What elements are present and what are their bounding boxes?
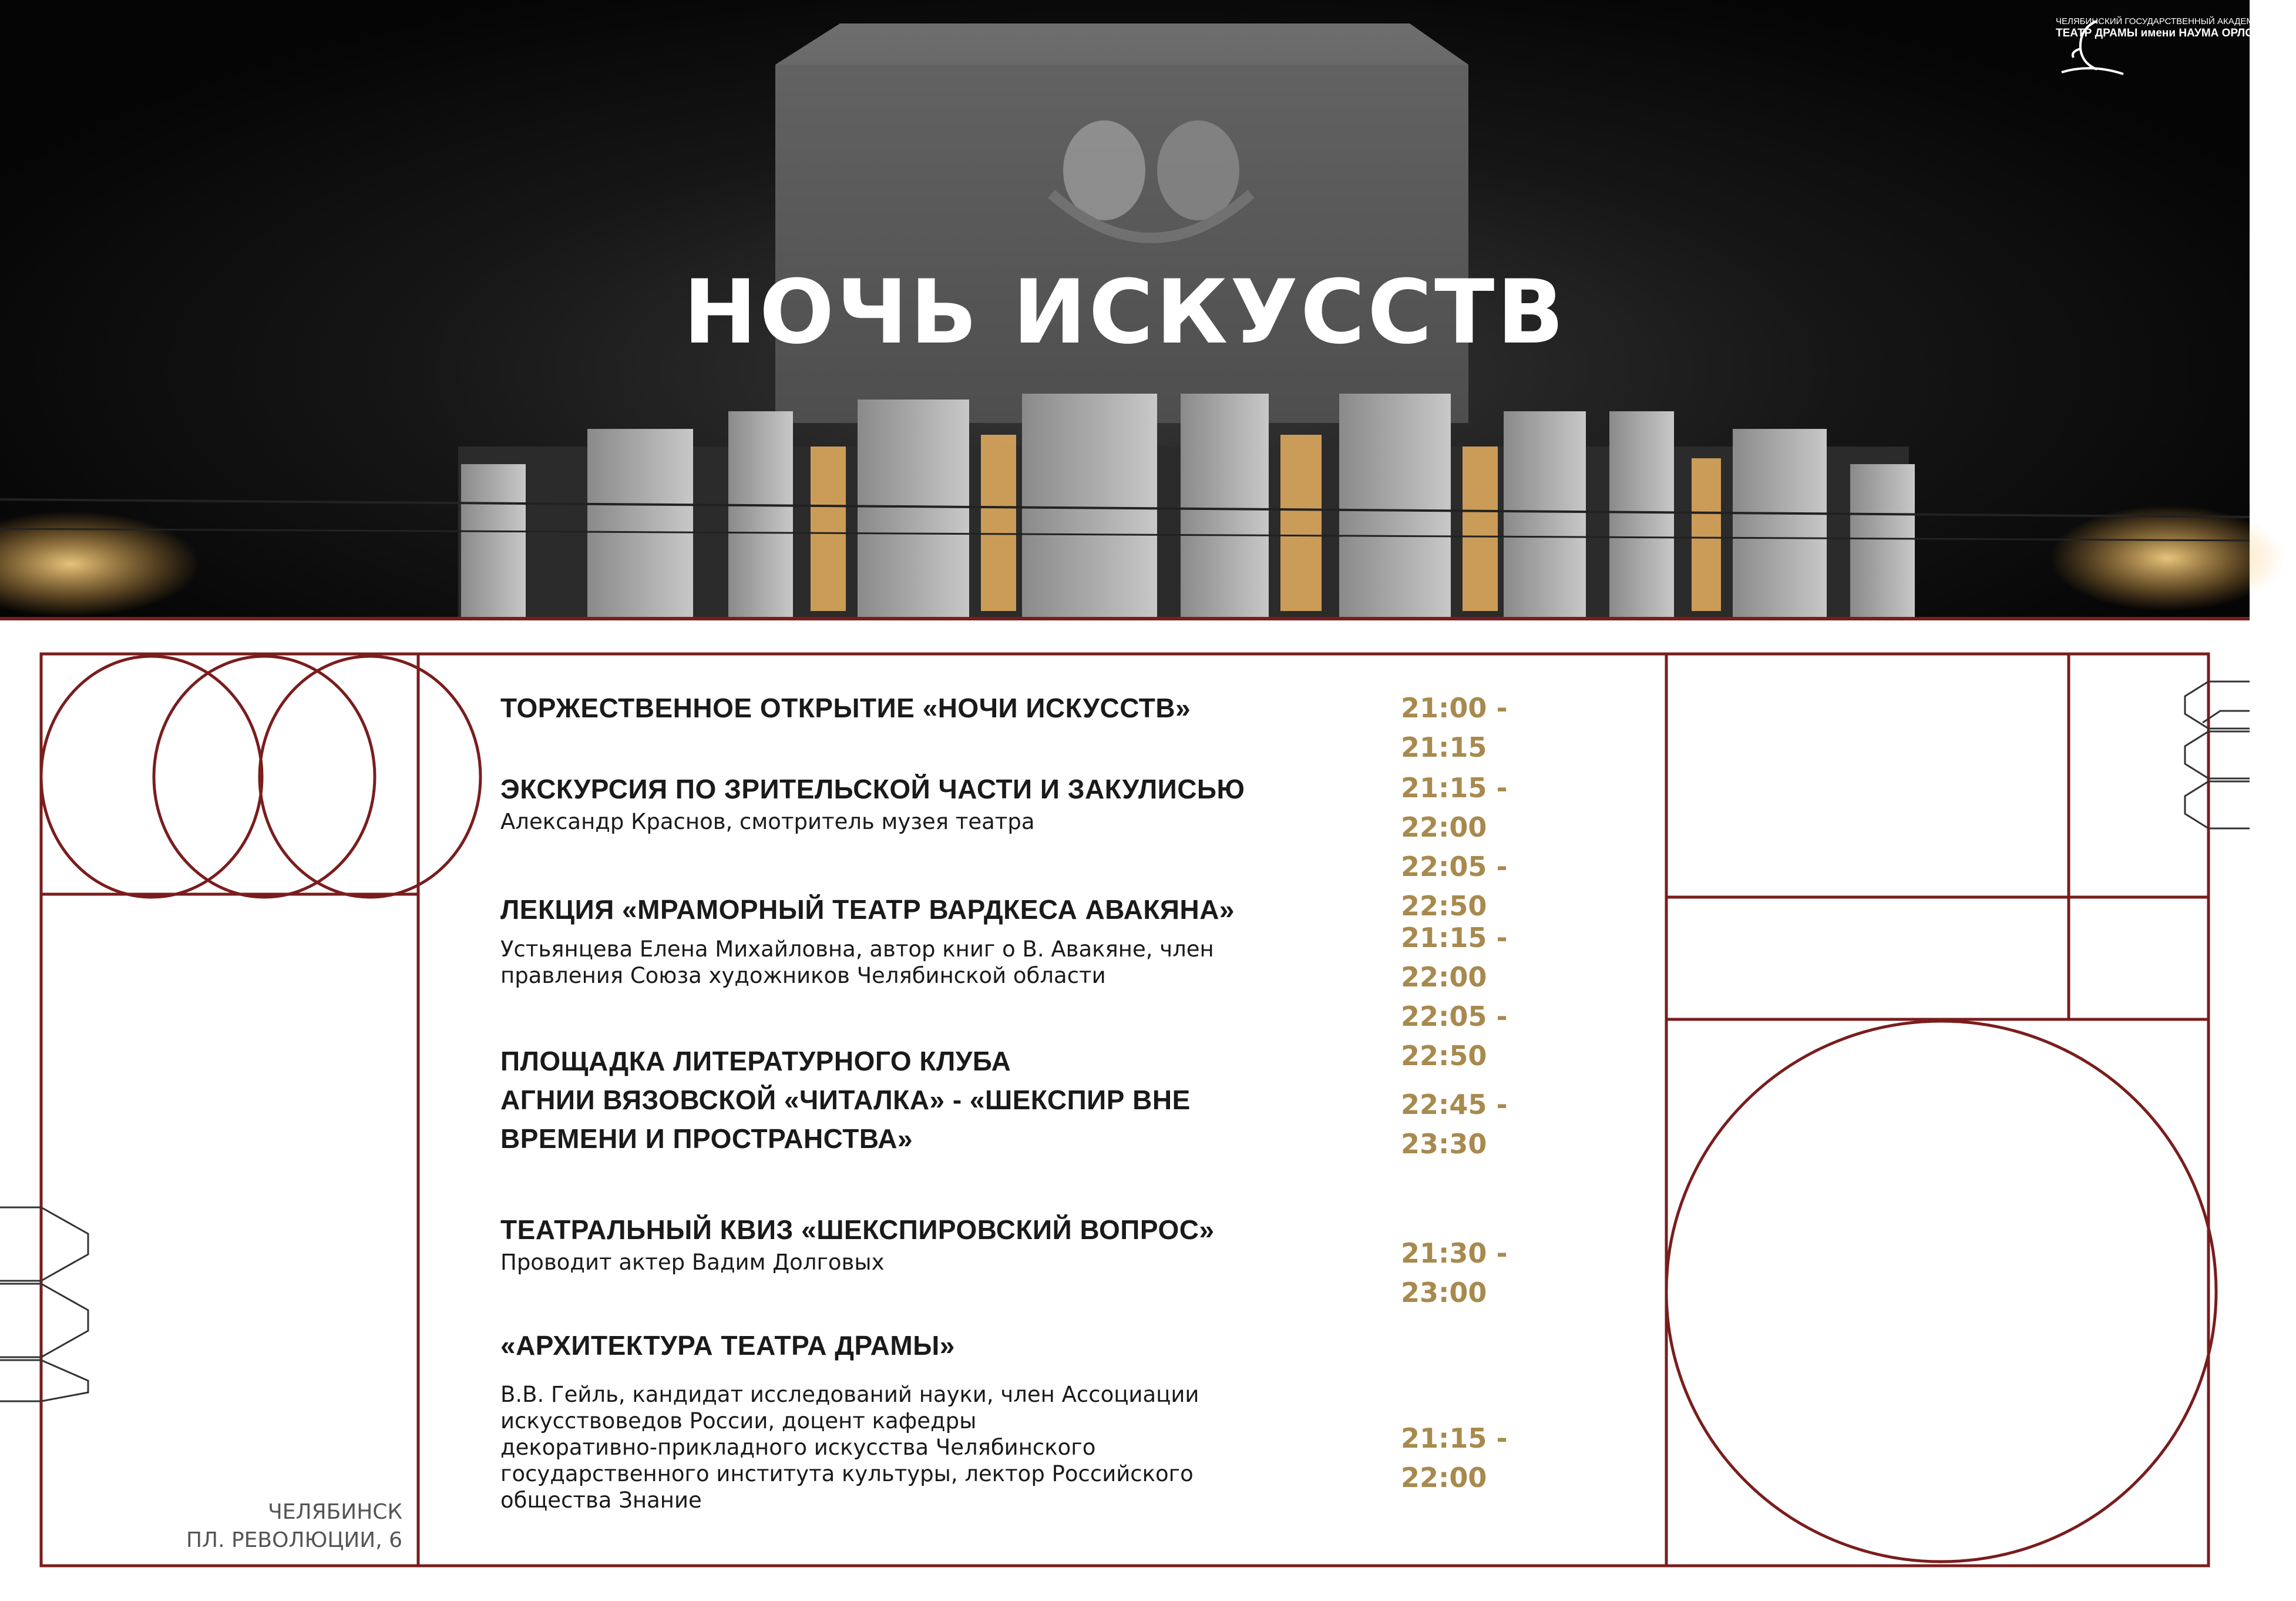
- event-title: ЛЕКЦИЯ «МРАМОРНЫЙ ТЕАТР ВАРДКЕСА АВАКЯНА»: [500, 894, 1235, 925]
- event-title: «АРХИТЕКТУРА ТЕАТРА ДРАМЫ»: [500, 1330, 955, 1361]
- event-time: 22:45 - 23:30: [1401, 1089, 1508, 1160]
- event-subtitle: декоративно-прикладного искусства Челябинского: [500, 1435, 1096, 1460]
- venue-address: [147, 1498, 402, 1555]
- event-subtitle: общества Знание: [500, 1488, 702, 1513]
- event-subtitle: правления Союза художников Челябинской области: [500, 963, 1106, 988]
- address-city: ЧЕЛЯБИНСК: [268, 1500, 402, 1524]
- event-time: 22:05 - 22:50: [1401, 1001, 1508, 1072]
- event-times: [1401, 1419, 1595, 1498]
- event-title: ТЕАТРАЛЬНЫЙ КВИЗ «ШЕКСПИРОВСКИЙ ВОПРОС»: [500, 1214, 1215, 1245]
- bracket-ornament-right: [2185, 682, 2250, 828]
- page-title: НОЧЬ ИСКУССТВ: [683, 261, 1566, 364]
- logo-line-2: ТЕАТР ДРАМЫ имени НАУМА ОРЛОВА: [2056, 27, 2270, 39]
- logo-line-1: ЧЕЛЯБИНСКИЙ ГОСУДАРСТВЕННЫЙ АКАДЕМИЧЕСКИЙ: [2056, 16, 2296, 26]
- event-subtitle: искусствоведов России, доцент кафедры: [500, 1408, 977, 1434]
- event-time: 21:15 - 22:00: [1401, 1422, 1508, 1493]
- event-times: [1401, 689, 1595, 767]
- event-time: 22:05 - 22:50: [1401, 851, 1508, 922]
- event-title: ТОРЖЕСТВЕННОЕ ОТКРЫТИЕ «НОЧИ ИСКУССТВ»: [500, 693, 1191, 723]
- event-times: [1401, 1085, 1595, 1164]
- event-subtitle: Александр Краснов, смотритель музея театра: [500, 809, 1035, 834]
- event-times: [1401, 918, 1595, 1076]
- event-title: ПЛОЩАДКА ЛИТЕРАТУРНОГО КЛУБА: [500, 1046, 1011, 1076]
- event-time: 21:30 - 23:00: [1401, 1237, 1508, 1308]
- event-subtitle: Устьянцева Елена Михайловна, автор книг о В. Авакяне, член: [500, 937, 1214, 962]
- profile-logo-icon: [2056, 16, 2126, 81]
- event-times: [1401, 768, 1595, 926]
- address-street: ПЛ. РЕВОЛЮЦИИ, 6: [186, 1528, 402, 1552]
- event-opening: [500, 689, 1334, 727]
- event-title: ВРЕМЕНИ И ПРОСТРАНСТВА»: [500, 1123, 913, 1154]
- event-time: 21:00 - 21:15: [1401, 692, 1508, 763]
- event-architecture: [500, 1326, 1334, 1513]
- bracket-ornament-left: [0, 1207, 88, 1401]
- event-subtitle: В.В. Гейль, кандидат исследований науки, член Ассоциации: [500, 1382, 1199, 1407]
- theatre-logo: [2056, 16, 2296, 116]
- event-lecture: [500, 890, 1334, 989]
- event-quiz: [500, 1210, 1334, 1276]
- event-subtitle: Проводит актер Вадим Долговых: [500, 1250, 885, 1275]
- event-title: ЭКСКУРСИЯ ПО ЗРИТЕЛЬСКОЙ ЧАСТИ И ЗАКУЛИСЬЮ: [500, 774, 1245, 804]
- event-title: АГНИИ ВЯЗОВСКОЙ «ЧИТАЛКА» - «ШЕКСПИР ВНЕ: [500, 1085, 1191, 1115]
- event-excursion: [500, 770, 1334, 835]
- event-subtitle: государственного института культуры, лектор Российского: [500, 1461, 1194, 1486]
- hero-banner: [0, 0, 2296, 617]
- event-times: [1401, 1234, 1595, 1313]
- event-time: 21:15 - 22:00: [1401, 922, 1508, 993]
- event-time: 21:15 - 22:00: [1401, 772, 1508, 843]
- hero-divider: [0, 617, 2250, 620]
- event-literary-club: [500, 1042, 1334, 1158]
